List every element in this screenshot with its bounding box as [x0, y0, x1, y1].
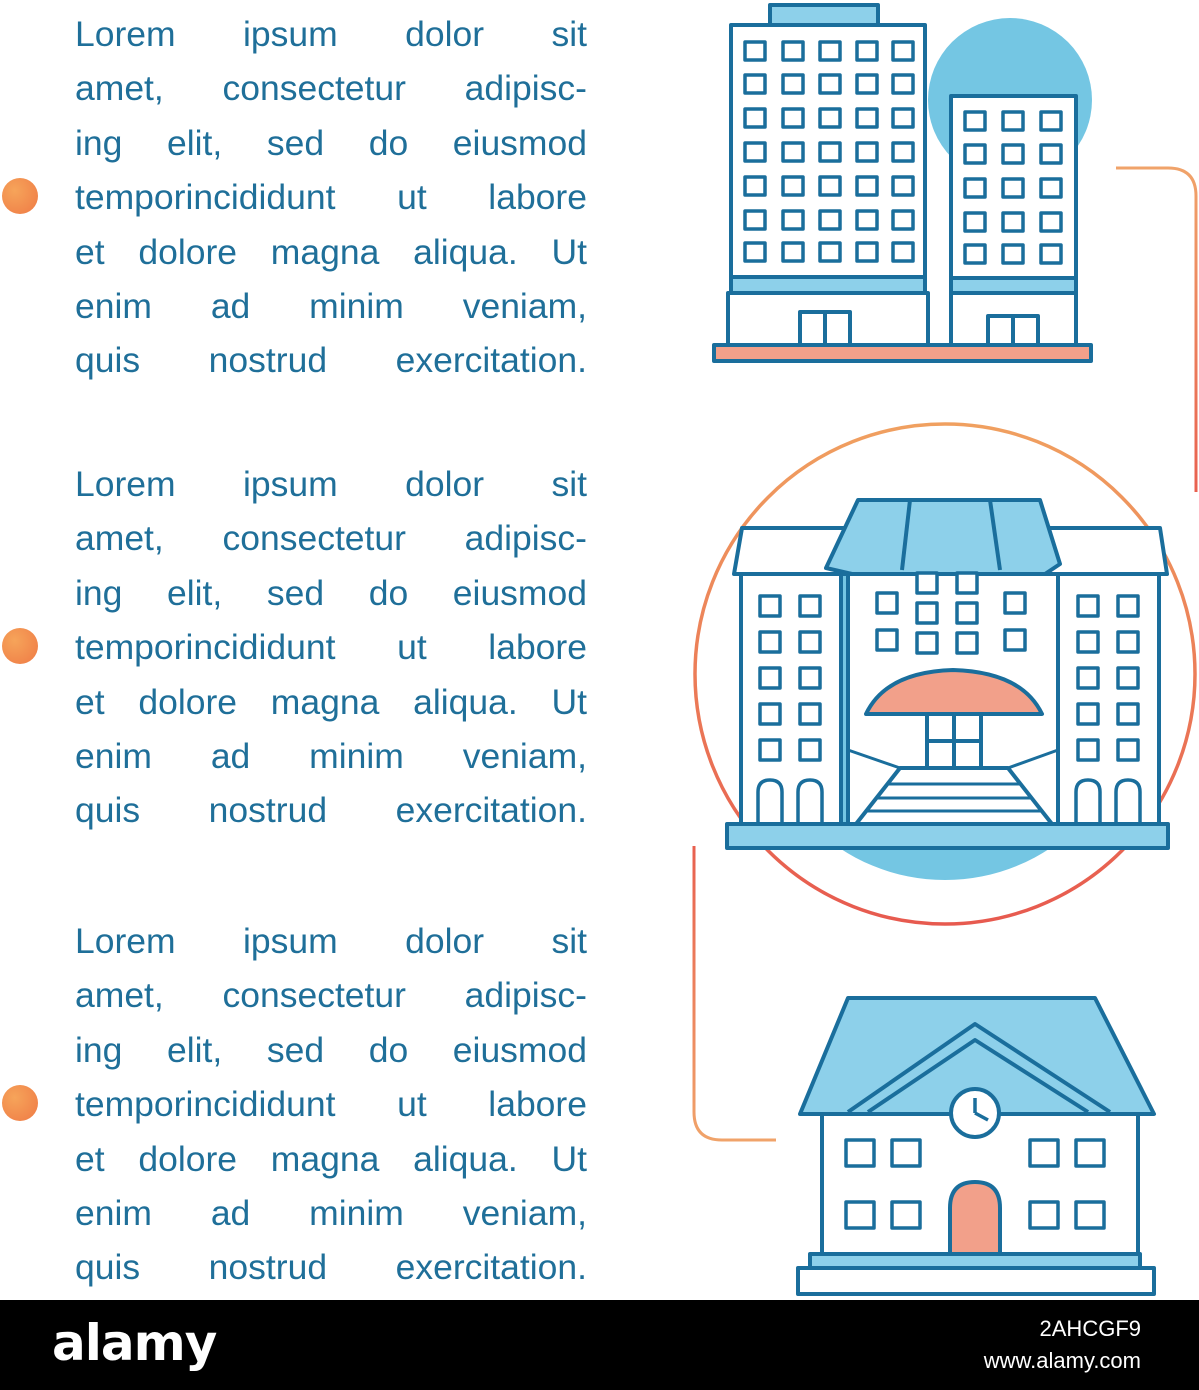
paragraph-line: ing elit, sed do eiusmod [75, 1029, 587, 1070]
paragraph-line: quis nostrud exercitation. [75, 340, 587, 381]
paragraph-line: Lorem ipsum dolor sit [75, 921, 587, 961]
paragraph-line: amet, consectetur adipisc- [75, 518, 587, 559]
connector-line-bottom [694, 846, 776, 1140]
paragraph-line: quis nostrud exercitation. [75, 1247, 587, 1288]
paragraph-line: ing elit, sed do eiusmod [75, 122, 587, 163]
paragraph-line: temporincididunt ut labore [75, 177, 587, 218]
paragraph-line: enim ad minim veniam, [75, 736, 587, 777]
paragraph-line: et dolore magna aliqua. Ut [75, 231, 587, 272]
paragraph-line: temporincididunt ut labore [75, 627, 587, 668]
paragraph-line: et dolore magna aliqua. Ut [75, 681, 587, 722]
image-id: 2AHCGF9 [1039, 1316, 1141, 1341]
connector-line-top [1116, 168, 1196, 492]
hotel-building-icon [695, 424, 1195, 924]
paragraph-line: enim ad minim veniam, [75, 286, 587, 327]
paragraph-line: temporincididunt ut labore [75, 1084, 587, 1125]
source-url: www.alamy.com [983, 1348, 1141, 1373]
paragraph-line: Lorem ipsum dolor sit [75, 14, 587, 54]
footer-bar [0, 1300, 1199, 1390]
paragraph-line: Lorem ipsum dolor sit [75, 464, 587, 504]
school-building-icon [798, 998, 1154, 1294]
paragraph-line: quis nostrud exercitation. [75, 790, 587, 831]
paragraph-line: enim ad minim veniam, [75, 1193, 587, 1234]
watermark-logo: alamy [52, 1314, 217, 1372]
office-towers-icon [714, 5, 1092, 361]
paragraph-line: amet, consectetur adipisc- [75, 68, 587, 109]
paragraph-line: amet, consectetur adipisc- [75, 975, 587, 1016]
paragraph-line: et dolore magna aliqua. Ut [75, 1138, 587, 1179]
paragraph-line: ing elit, sed do eiusmod [75, 572, 587, 613]
